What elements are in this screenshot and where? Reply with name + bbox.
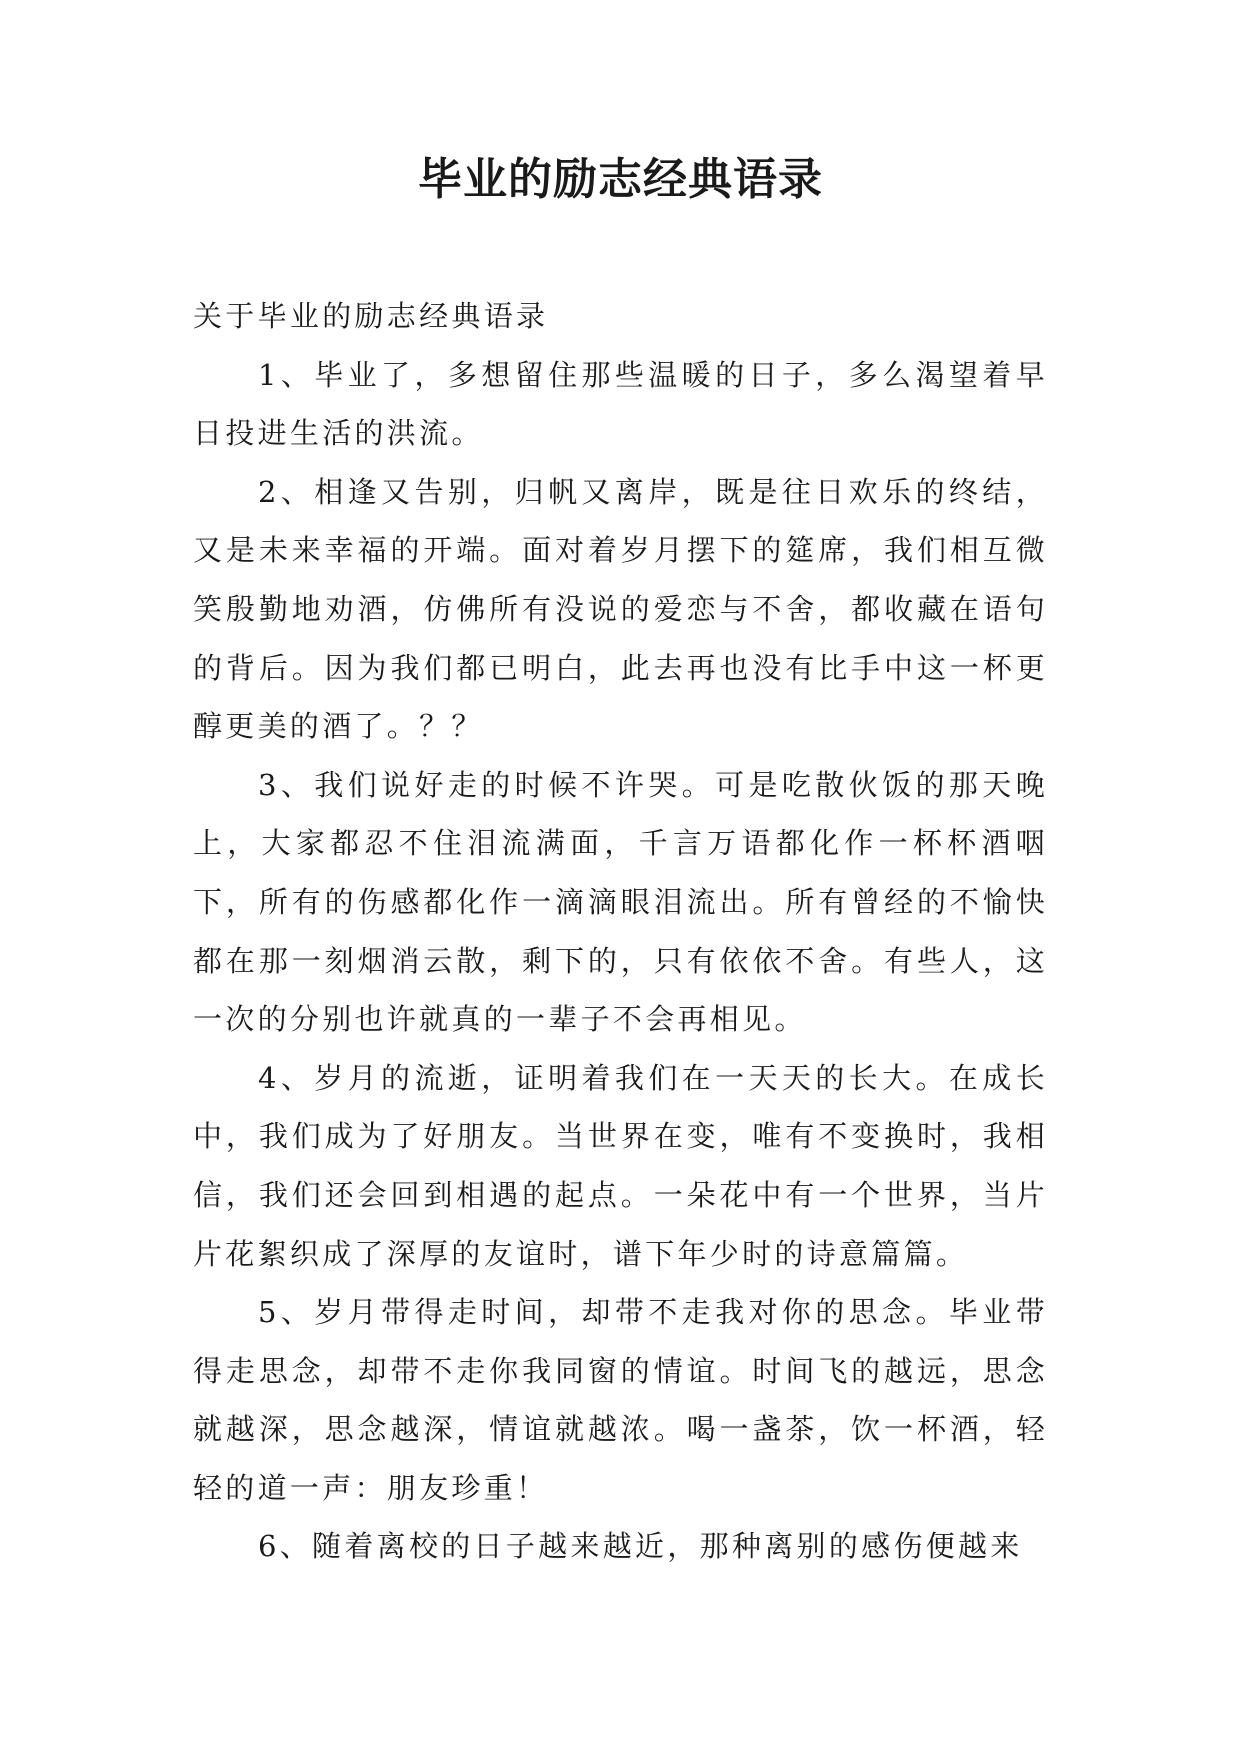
document-title: 毕业的励志经典语录 xyxy=(418,154,823,205)
intro-line: 关于毕业的励志经典语录 xyxy=(193,299,549,333)
document-body xyxy=(193,287,1048,1576)
paragraph-4: 4、岁月的流逝，证明着我们在一天天的长大。在成长中，我们成为了好朋友。当世界在变，唯有不变换时，我相信，我们还会回到相遇的起点。一朵花中有一个世界，当片片花絮织成了深厚的友谊时，谱下年少时的诗意篇篇。 xyxy=(193,1060,1048,1271)
paragraph-2: 2、相逢又告别，归帆又离岸，既是往日欢乐的终结，又是未来幸福的开端。面对着岁月摆下的筵席，我们相互微笑殷勤地劝酒，仿佛所有没说的爱恋与不舍，都收藏在语句的背后。因为我们都已明白，此去再也没有比手中这一杯更醇更美的酒了。？？ xyxy=(193,474,1048,744)
paragraph-3: 3、我们说好走的时候不许哭。可是吃散伙饭的那天晚上，大家都忍不住泪流满面，千言万语都化作一杯杯酒咽下，所有的伤感都化作一滴滴眼泪流出。所有曾经的不愉快都在那一刻烟消云散，剩下的，只有依依不舍。有些人，这一次的分别也许就真的一辈子不会再相见。 xyxy=(193,767,1048,1037)
paragraph-5: 5、岁月带得走时间，却带不走我对你的思念。毕业带得走思念，却带不走你我同窗的情谊。时间飞的越远，思念就越深，思念越深，情谊就越浓。喝一盏茶，饮一杯酒，轻轻的道一声：朋友珍重！ xyxy=(193,1295,1048,1505)
paragraph-1: 1、毕业了，多想留住那些温暖的日子，多么渴望着早日投进生活的洪流。 xyxy=(193,357,1048,451)
paragraph-6: 6、随着离校的日子越来越近，那种离别的感伤便越来 xyxy=(258,1529,1023,1564)
